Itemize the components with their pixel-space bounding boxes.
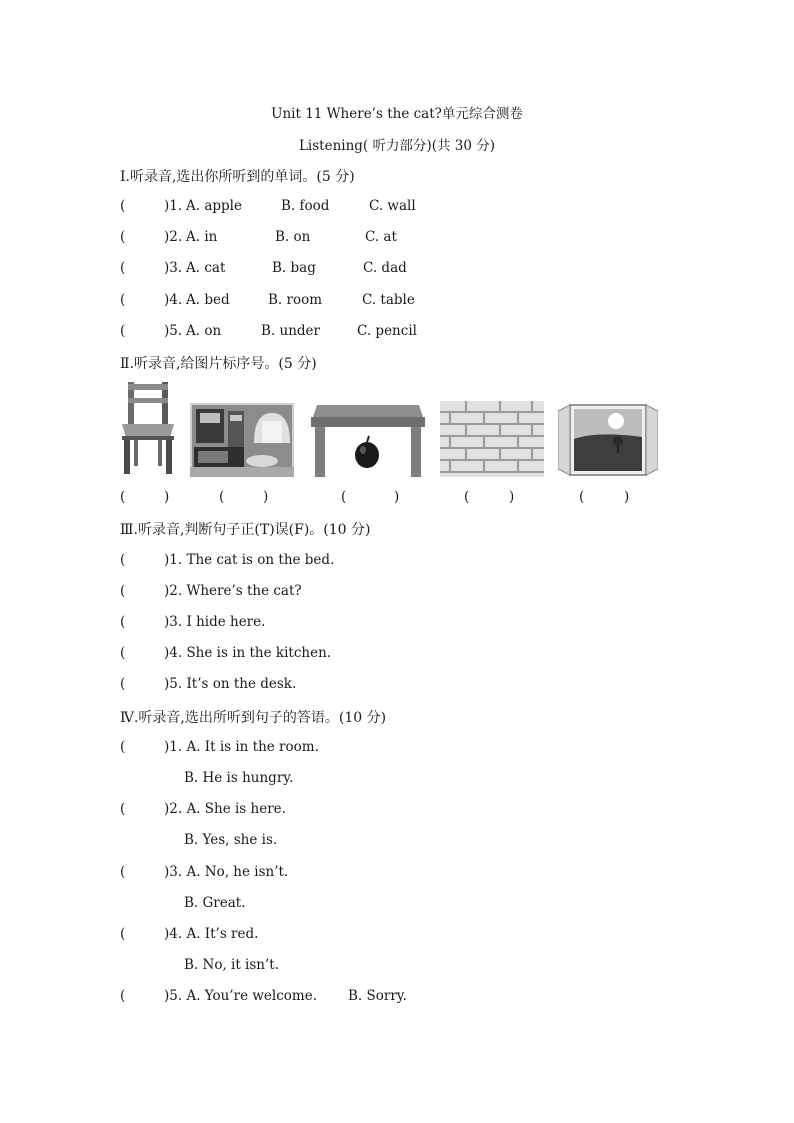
answer-paren: (: [120, 645, 126, 661]
statement-text: )2. Where’s the cat?: [164, 583, 302, 599]
option-b: B. under: [261, 323, 320, 339]
picture-blank-3-close: ): [394, 489, 400, 505]
answer-paren: (: [120, 988, 126, 1004]
option-b: B. He is hungry.: [184, 770, 294, 786]
statement-text: )5. It’s on the desk.: [164, 676, 297, 692]
section1-heading: Ⅰ.听录音,选出你所听到的单词。(5 分): [120, 169, 355, 185]
picture-blank-3-open: (: [341, 489, 347, 505]
answer-paren: (: [120, 739, 126, 755]
picture-blank-5-open: (: [579, 489, 585, 505]
question-number: )5.: [164, 323, 183, 339]
answer-paren: (: [120, 292, 126, 308]
statement-text: )3. I hide here.: [164, 614, 266, 630]
answer-paren: (: [120, 926, 126, 942]
answer-paren: (: [120, 614, 126, 630]
question-number: )2.: [164, 229, 183, 245]
option-c: C. table: [362, 292, 415, 308]
option-b: B. Sorry.: [348, 988, 407, 1004]
section3-heading: Ⅲ.听录音,判断句子正(T)误(F)。(10 分): [120, 522, 371, 538]
option-c: C. wall: [369, 198, 416, 214]
answer-paren: (: [120, 864, 126, 880]
option-a: )2. A. She is here.: [164, 801, 286, 817]
brick-wall-picture: [440, 401, 544, 477]
option-a: )4. A. It’s red.: [164, 926, 259, 942]
answer-paren: (: [120, 583, 126, 599]
answer-paren: (: [120, 323, 126, 339]
option-a: A. apple: [186, 198, 242, 214]
table-apple-picture: [311, 403, 425, 479]
answer-paren: (: [120, 198, 126, 214]
option-b: B. bag: [272, 260, 316, 276]
answer-paren: (: [120, 229, 126, 245]
option-c: C. pencil: [357, 323, 417, 339]
answer-paren: (: [120, 801, 126, 817]
option-c: C. dad: [363, 260, 407, 276]
page-subtitle: Listening( 听力部分)(共 30 分): [298, 138, 496, 154]
chair-picture: [120, 380, 176, 476]
option-b: B. No, it isn’t.: [184, 957, 280, 973]
option-b: B. food: [281, 198, 330, 214]
option-a: A. in: [186, 229, 218, 245]
answer-paren: (: [120, 260, 126, 276]
picture-blank-5-close: ): [624, 489, 630, 505]
option-a: A. bed: [186, 292, 230, 308]
option-b: B. Great.: [184, 895, 246, 911]
option-a: A. cat: [186, 260, 226, 276]
option-b: B. room: [268, 292, 323, 308]
picture-blank-4-open: (: [464, 489, 470, 505]
section2-heading: Ⅱ.听录音,给图片标序号。(5 分): [120, 356, 317, 372]
answer-paren: (: [120, 676, 126, 692]
question-number: )4.: [164, 292, 183, 308]
question-number: )1.: [164, 198, 183, 214]
room-picture: [190, 403, 294, 477]
page-title: Unit 11 Where’s the cat?单元综合测卷: [271, 106, 523, 122]
picture-blank-4-close: ): [509, 489, 515, 505]
statement-text: )1. The cat is on the bed.: [164, 552, 335, 568]
picture-blank-1-open: (: [120, 489, 126, 505]
section4-heading: Ⅳ.听录音,选出所听到句子的答语。(10 分): [120, 710, 387, 726]
option-a: )3. A. No, he isn’t.: [164, 864, 289, 880]
picture-blank-2-open: (: [219, 489, 225, 505]
option-a: )1. A. It is in the room.: [164, 739, 319, 755]
option-a: )5. A. You’re welcome.: [164, 988, 317, 1004]
picture-blank-1-close: ): [164, 489, 170, 505]
answer-paren: (: [120, 552, 126, 568]
window-picture: [558, 403, 658, 477]
option-c: C. at: [365, 229, 397, 245]
option-b: B. Yes, she is.: [184, 832, 278, 848]
picture-blank-2-close: ): [263, 489, 269, 505]
option-b: B. on: [275, 229, 311, 245]
statement-text: )4. She is in the kitchen.: [164, 645, 332, 661]
option-a: A. on: [186, 323, 222, 339]
question-number: )3.: [164, 260, 183, 276]
